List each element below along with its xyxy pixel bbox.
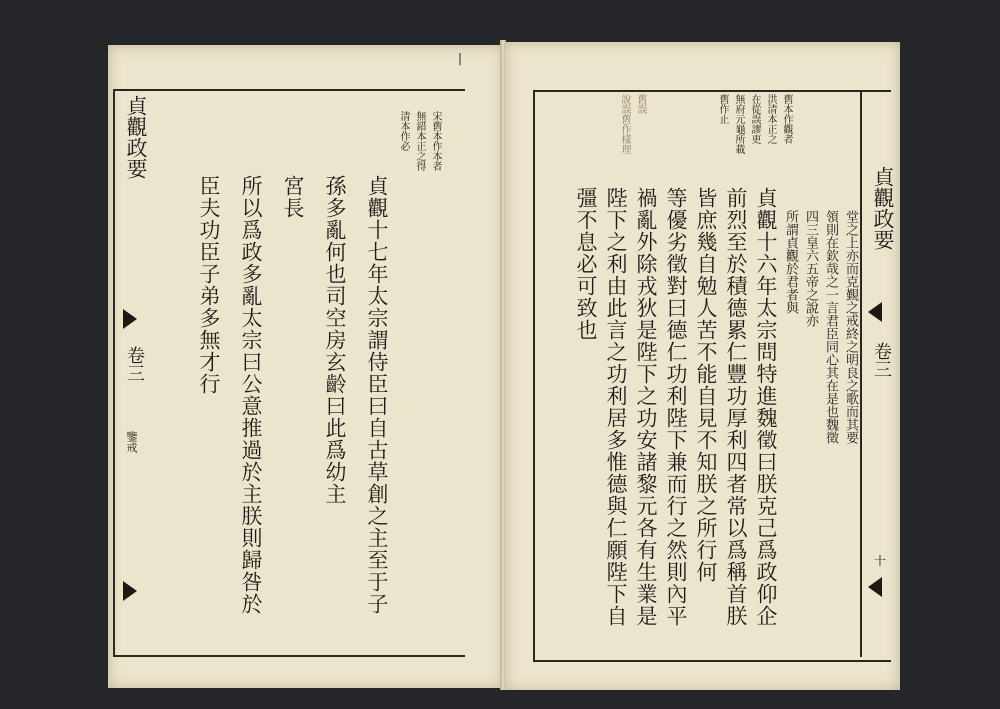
- gutter-column: [113, 91, 149, 651]
- text-column: 臣夫功臣子弟多無才行: [197, 175, 221, 395]
- text-column: 宮長: [281, 175, 305, 219]
- main-text: [535, 187, 778, 652]
- text-column: 前烈至於積德累仁豐功厚利四者常以爲稱首朕: [724, 187, 748, 627]
- commentary-line: 宋舊本作本者: [430, 111, 441, 171]
- main-text: [148, 175, 408, 645]
- fishtail-mark-bottom: [868, 577, 882, 597]
- text-column: 彊不息必可致也: [574, 187, 598, 341]
- commentary-line: 無府元龜所載: [733, 94, 744, 154]
- gutter-volume: 卷三: [871, 342, 892, 378]
- text-column: 等優劣徵對曰德仁功利陛下兼而行之然則內平: [664, 187, 688, 627]
- fishtail-mark-bottom: [123, 581, 137, 601]
- commentary-line: 舊誤: [635, 94, 646, 114]
- top-mark: |: [458, 51, 463, 65]
- text-column: 禍亂外除戎狄是陛下之功安諸黎元各有生業是: [634, 187, 658, 627]
- gutter-column: [860, 92, 898, 657]
- text-column: 陛下之利由此言之功利居多惟德與仁願陛下自: [604, 187, 628, 627]
- commentary-line: 在從誤謬更: [749, 94, 760, 144]
- gutter-volume: 卷三: [124, 346, 145, 382]
- small-text-column: 所謂貞觀於君者與: [783, 210, 798, 314]
- gutter-title: 貞觀政要: [871, 166, 895, 250]
- small-text-column: 堂之上亦而克覲之戒終之明良之歌而其要: [843, 210, 858, 444]
- page-number: 十: [874, 554, 887, 568]
- commentary-line: 洪清本正之: [765, 94, 776, 144]
- small-text-column: 領則在欽哉之一言君臣同心其在是也魏徵: [823, 210, 838, 444]
- text-column: 皆庶幾自勉人苦不能自見不知朕之所行何: [694, 187, 718, 583]
- gutter-title: 貞觀政要: [124, 95, 148, 179]
- commentary-line: 舊作止: [717, 94, 728, 124]
- commentary-line: 無錯本正之得: [414, 111, 425, 171]
- text-column: 孫多亂何也司空房玄齡曰此爲幼主: [323, 175, 347, 505]
- commentary-line: 清本作必: [398, 111, 409, 151]
- text-column: 貞觀十六年太宗問特進魏徵曰朕克己爲政仰企: [754, 187, 778, 627]
- left-page: [108, 45, 503, 688]
- fishtail-mark-top: [868, 302, 882, 322]
- text-column: 所以爲政多亂太宗曰公意推過於主朕則歸咎於: [239, 175, 263, 615]
- small-text-column: 四三皇六五帝之說亦: [803, 210, 818, 327]
- fishtail-mark-top: [123, 309, 137, 329]
- commentary-line: 舊本作觀者: [781, 94, 792, 144]
- gutter-section: 鑒戒: [125, 431, 138, 453]
- commentary-line: 說誤舊作樣理: [619, 94, 630, 154]
- right-page: [505, 42, 900, 690]
- color-calibration-strip: [5, 110, 45, 600]
- text-column: 貞觀十七年太宗謂侍臣曰自古草創之主至于子: [365, 175, 389, 615]
